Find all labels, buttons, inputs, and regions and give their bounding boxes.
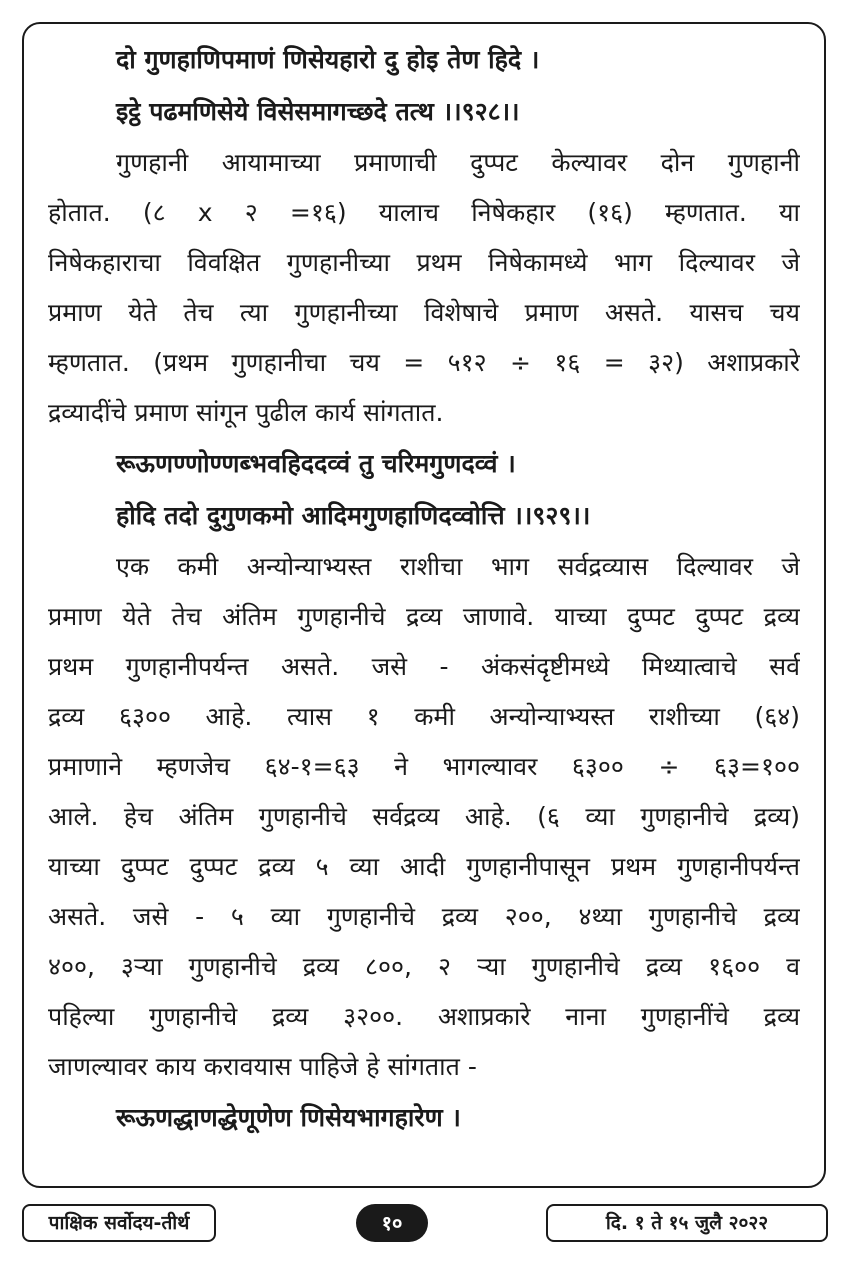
verse-line: होदि तदो दुगुणकमो आदिमगुणहाणिदव्वोत्ति ।।९२९।।: [116, 501, 591, 530]
paragraph-line: होतात. (८ x २ =१६) यालाच निषेकहार (१६) म्हणतात. या: [48, 198, 800, 227]
paragraph-line: गुणहानी आयामाच्या प्रमाणाची दुप्पट केल्यावर दोन गुणहानी: [116, 148, 800, 177]
paragraph-line: आले. हेच अंतिम गुणहानीचे सर्वद्रव्य आहे. (६ व्या गुणहानीचे द्रव्य): [48, 802, 800, 831]
publication-name: पाक्षिक सर्वोदय-तीर्थ: [22, 1204, 216, 1242]
paragraph-line: ४००, ३ऱ्या गुणहानीचे द्रव्य ८००, २ ऱ्या गुणहानीचे द्रव्य १६०० व: [48, 952, 800, 981]
paragraph-line: जाणल्यावर काय करावयास पाहिजे हे सांगतात -: [48, 1052, 477, 1081]
paragraph-line: द्रव्यादींचे प्रमाण सांगून पुढील कार्य सांगतात.: [48, 398, 444, 427]
paragraph-line: प्रमाणाने म्हणजेच ६४-१=६३ ने भागल्यावर ६३०० ÷ ६३=१००: [48, 752, 800, 781]
verse-line: रूऊणद्धाणद्धेणूणेण णिसेयभागहारेण ।: [116, 1103, 461, 1132]
verse-line: इट्ठे पढमणिसेये विसेसमागच्छदे तत्थ ।।९२८।।: [116, 97, 520, 126]
paragraph-line: प्रथम गुणहानीपर्यन्त असते. जसे - अंकसंदृष्टीमध्ये मिथ्यात्वाचे सर्व: [48, 652, 800, 681]
page-number: १०: [356, 1204, 428, 1242]
verse-line: रूऊणण्णोण्णब्भवहिददव्वं तु चरिमगुणदव्वं ।: [116, 449, 516, 478]
verse-line: दो गुणहाणिपमाणं णिसेयहारो दु होइ तेण हिदे ।: [116, 45, 540, 74]
paragraph-line: प्रमाण येते तेच त्या गुणहानीच्या विशेषाचे प्रमाण असते. यासच चय: [48, 298, 800, 327]
paragraph-line: एक कमी अन्योन्याभ्यस्त राशीचा भाग सर्वद्रव्यास दिल्यावर जे: [116, 552, 800, 581]
issue-date: दि. १ ते १५ जुलै २०२२: [546, 1204, 828, 1242]
paragraph-line: द्रव्य ६३०० आहे. त्यास १ कमी अन्योन्याभ्यस्त राशीच्या (६४): [48, 702, 800, 731]
paragraph-line: असते. जसे - ५ व्या गुणहानीचे द्रव्य २००, ४थ्या गुणहानीचे द्रव्य: [48, 902, 800, 931]
paragraph-line: पहिल्या गुणहानीचे द्रव्य ३२००. अशाप्रकारे नाना गुणहानींचे द्रव्य: [48, 1002, 800, 1031]
paragraph-line: याच्या दुप्पट दुप्पट द्रव्य ५ व्या आदी गुणहानीपासून प्रथम गुणहानीपर्यन्त: [48, 852, 800, 881]
page-content: [48, 34, 800, 1144]
paragraph-line: प्रमाण येते तेच अंतिम गुणहानीचे द्रव्य जाणावे. याच्या दुप्पट दुप्पट द्रव्य: [48, 602, 800, 631]
paragraph-line: निषेकहाराचा विवक्षित गुणहानीच्या प्रथम निषेकामध्ये भाग दिल्यावर जे: [48, 248, 800, 277]
paragraph-line: म्हणतात. (प्रथम गुणहानीचा चय = ५१२ ÷ १६ = ३२) अशाप्रकारे: [48, 348, 800, 377]
